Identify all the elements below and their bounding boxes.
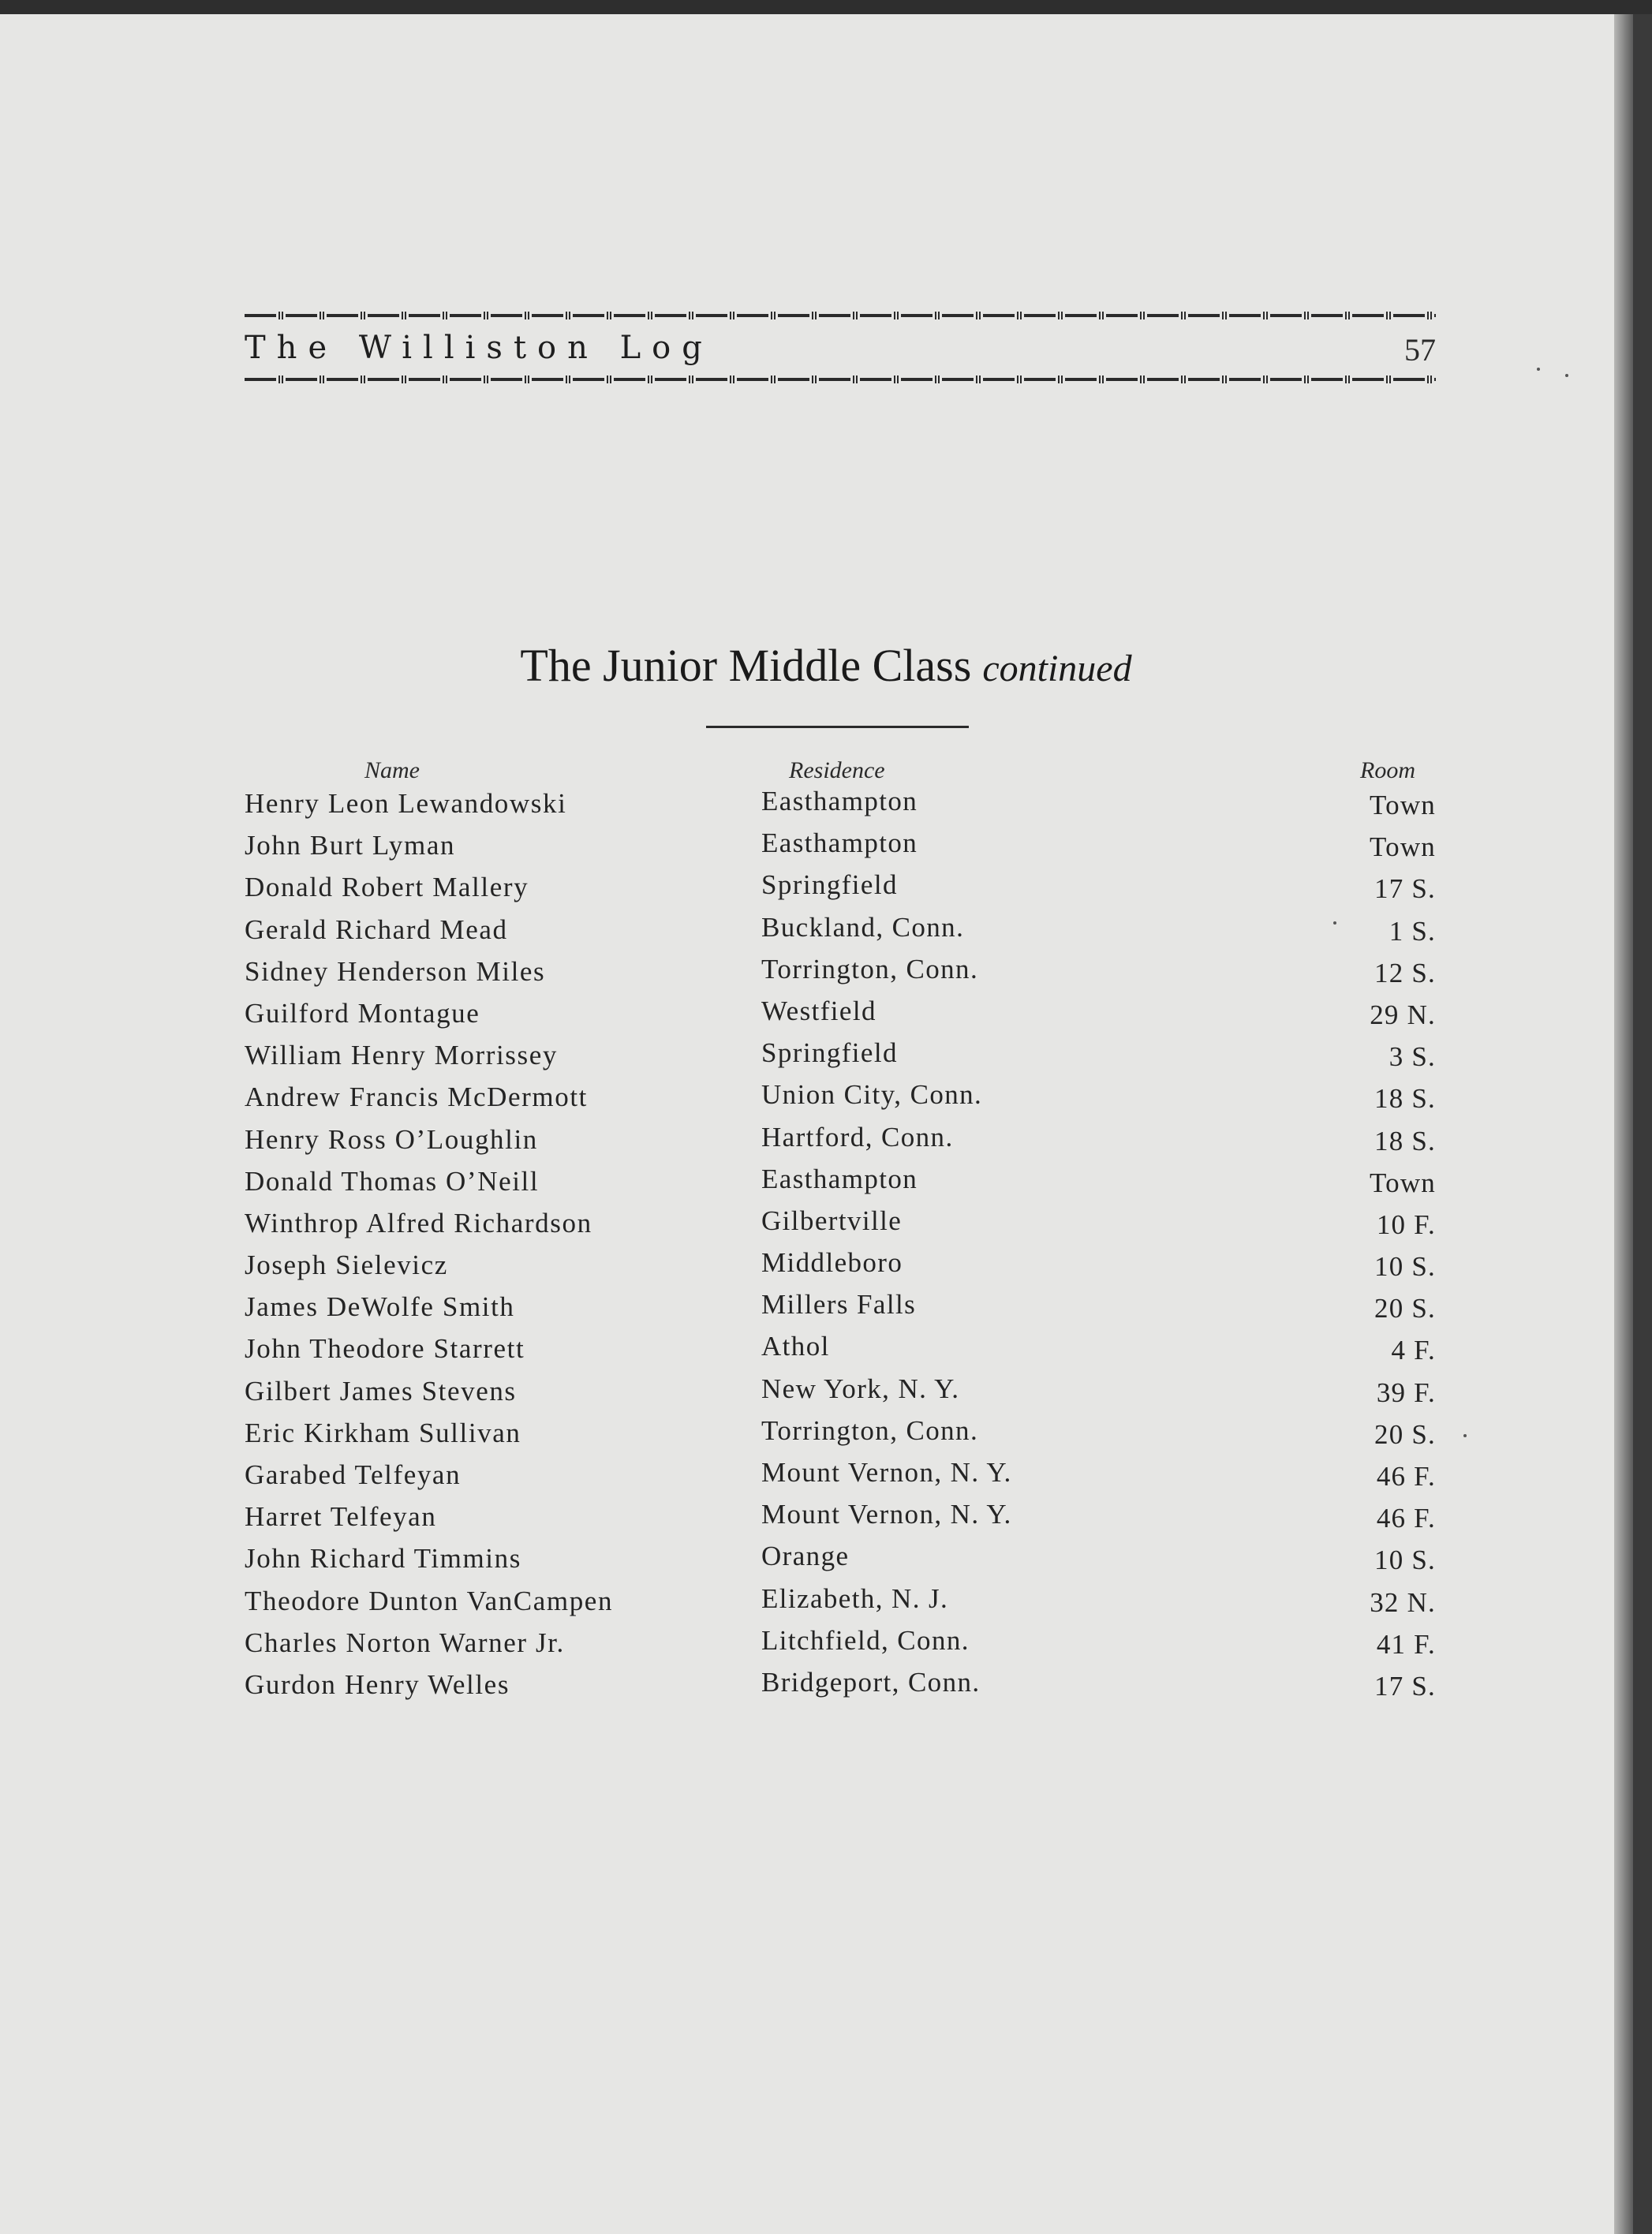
student-name: Joseph Sielevicz bbox=[245, 1250, 448, 1281]
table-row bbox=[0, 1455, 1633, 1496]
student-residence: Millers Falls bbox=[761, 1289, 917, 1321]
table-row bbox=[0, 1161, 1633, 1203]
student-name: Winthrop Alfred Richardson bbox=[245, 1207, 592, 1238]
student-list bbox=[0, 783, 1633, 1706]
student-room: 1 S. bbox=[1389, 915, 1436, 947]
scan-speck bbox=[1565, 374, 1568, 377]
table-row bbox=[0, 825, 1633, 867]
table-row bbox=[0, 1538, 1633, 1580]
table-row bbox=[0, 910, 1633, 951]
student-room: 29 N. bbox=[1370, 999, 1436, 1030]
heading-underline bbox=[706, 726, 969, 728]
table-row bbox=[0, 783, 1633, 825]
student-residence: Athol bbox=[761, 1331, 830, 1362]
table-row bbox=[0, 1581, 1633, 1623]
student-name: John Richard Timmins bbox=[245, 1543, 521, 1575]
column-header-name: Name bbox=[364, 757, 420, 783]
student-room: 3 S. bbox=[1389, 1041, 1436, 1073]
table-row bbox=[0, 1035, 1633, 1077]
running-title: The Williston Log bbox=[245, 330, 713, 366]
student-room: 10 S. bbox=[1374, 1251, 1436, 1283]
table-row bbox=[0, 1413, 1633, 1455]
student-residence: Springfield bbox=[761, 869, 898, 901]
student-name: Sidney Henderson Miles bbox=[245, 955, 546, 987]
student-residence: Union City, Conn. bbox=[761, 1079, 983, 1111]
student-name: Gilbert James Stevens bbox=[245, 1375, 517, 1407]
student-residence: Orange bbox=[761, 1541, 850, 1572]
student-room: 46 F. bbox=[1376, 1461, 1436, 1492]
student-residence: Elizabeth, N. J. bbox=[761, 1582, 949, 1614]
table-row bbox=[0, 1077, 1633, 1119]
table-row bbox=[0, 1203, 1633, 1245]
header-rule-top-ornament bbox=[245, 312, 1436, 319]
table-row bbox=[0, 1371, 1633, 1413]
student-name: John Burt Lyman bbox=[245, 830, 456, 861]
document-page bbox=[0, 14, 1633, 2234]
table-row bbox=[0, 1119, 1633, 1161]
student-room: 18 S. bbox=[1374, 1083, 1436, 1115]
student-residence: Mount Vernon, N. Y. bbox=[761, 1457, 1012, 1488]
student-name: James DeWolfe Smith bbox=[245, 1291, 515, 1323]
student-residence: Easthampton bbox=[761, 786, 918, 816]
student-name: Donald Robert Mallery bbox=[245, 872, 529, 903]
table-row bbox=[0, 1623, 1633, 1664]
scan-speck bbox=[1333, 921, 1336, 925]
table-row bbox=[0, 1496, 1633, 1538]
student-room: 10 F. bbox=[1376, 1209, 1436, 1240]
student-residence: Hartford, Conn. bbox=[761, 1121, 954, 1152]
student-room: 20 S. bbox=[1374, 1293, 1436, 1324]
student-name: Donald Thomas O’Neill bbox=[245, 1165, 540, 1197]
student-name: Gerald Richard Mead bbox=[245, 913, 508, 945]
header-rule-bottom-ornament bbox=[245, 375, 1436, 383]
student-residence: Springfield bbox=[761, 1037, 898, 1069]
student-room: 46 F. bbox=[1376, 1503, 1436, 1534]
column-header-residence: Residence bbox=[789, 757, 885, 783]
student-name: Theodore Dunton VanCampen bbox=[245, 1585, 614, 1616]
student-residence: Litchfield, Conn. bbox=[761, 1624, 970, 1656]
student-residence: New York, N. Y. bbox=[761, 1373, 960, 1404]
student-name: William Henry Morrissey bbox=[245, 1040, 558, 1071]
student-residence: Easthampton bbox=[761, 827, 918, 859]
student-room: 4 F. bbox=[1391, 1335, 1436, 1366]
student-room: 32 N. bbox=[1370, 1586, 1436, 1618]
table-row bbox=[0, 1287, 1633, 1328]
student-room: 17 S. bbox=[1374, 1670, 1436, 1702]
table-row bbox=[0, 993, 1633, 1035]
student-room: Town bbox=[1369, 1167, 1436, 1198]
student-name: Charles Norton Warner Jr. bbox=[245, 1627, 565, 1658]
student-name: Eric Kirkham Sullivan bbox=[245, 1417, 521, 1448]
student-name: Henry Ross O’Loughlin bbox=[245, 1123, 538, 1155]
student-residence: Bridgeport, Conn. bbox=[761, 1666, 981, 1698]
section-continued: continued bbox=[982, 648, 1132, 689]
table-row bbox=[0, 1245, 1633, 1287]
student-name: Garabed Telfeyan bbox=[245, 1459, 462, 1490]
table-row bbox=[0, 1328, 1633, 1370]
table-row bbox=[0, 867, 1633, 909]
student-room: 17 S. bbox=[1374, 873, 1436, 905]
student-room: 10 S. bbox=[1374, 1545, 1436, 1576]
student-residence: Middleboro bbox=[761, 1247, 903, 1279]
student-name: Henry Leon Lewandowski bbox=[245, 788, 567, 819]
student-residence: Torrington, Conn. bbox=[761, 953, 979, 984]
scan-top-edge bbox=[0, 0, 1652, 14]
student-room: Town bbox=[1369, 831, 1436, 863]
student-residence: Mount Vernon, N. Y. bbox=[761, 1499, 1012, 1530]
section-heading bbox=[0, 639, 1633, 692]
student-room: 39 F. bbox=[1376, 1377, 1436, 1408]
student-name: Guilford Montague bbox=[245, 997, 480, 1029]
student-name: Andrew Francis McDermott bbox=[245, 1082, 588, 1113]
student-name: Gurdon Henry Welles bbox=[245, 1668, 510, 1700]
student-residence: Torrington, Conn. bbox=[761, 1414, 979, 1446]
section-title: The Junior Middle Class bbox=[520, 640, 972, 691]
table-row bbox=[0, 1664, 1633, 1706]
scan-speck bbox=[1537, 368, 1540, 371]
student-residence: Westfield bbox=[761, 995, 876, 1026]
student-room: Town bbox=[1369, 790, 1436, 820]
table-row bbox=[0, 951, 1633, 993]
column-header-room: Room bbox=[1360, 757, 1415, 783]
student-room: 20 S. bbox=[1374, 1418, 1436, 1450]
scan-speck bbox=[1463, 1434, 1467, 1437]
student-residence: Easthampton bbox=[761, 1163, 918, 1194]
student-room: 18 S. bbox=[1374, 1125, 1436, 1156]
student-name: John Theodore Starrett bbox=[245, 1333, 525, 1365]
student-name: Harret Telfeyan bbox=[245, 1501, 437, 1533]
page-number: 57 bbox=[1404, 332, 1436, 368]
student-residence: Buckland, Conn. bbox=[761, 911, 965, 943]
student-room: 41 F. bbox=[1376, 1628, 1436, 1660]
student-residence: Gilbertville bbox=[761, 1205, 903, 1236]
student-room: 12 S. bbox=[1374, 957, 1436, 988]
